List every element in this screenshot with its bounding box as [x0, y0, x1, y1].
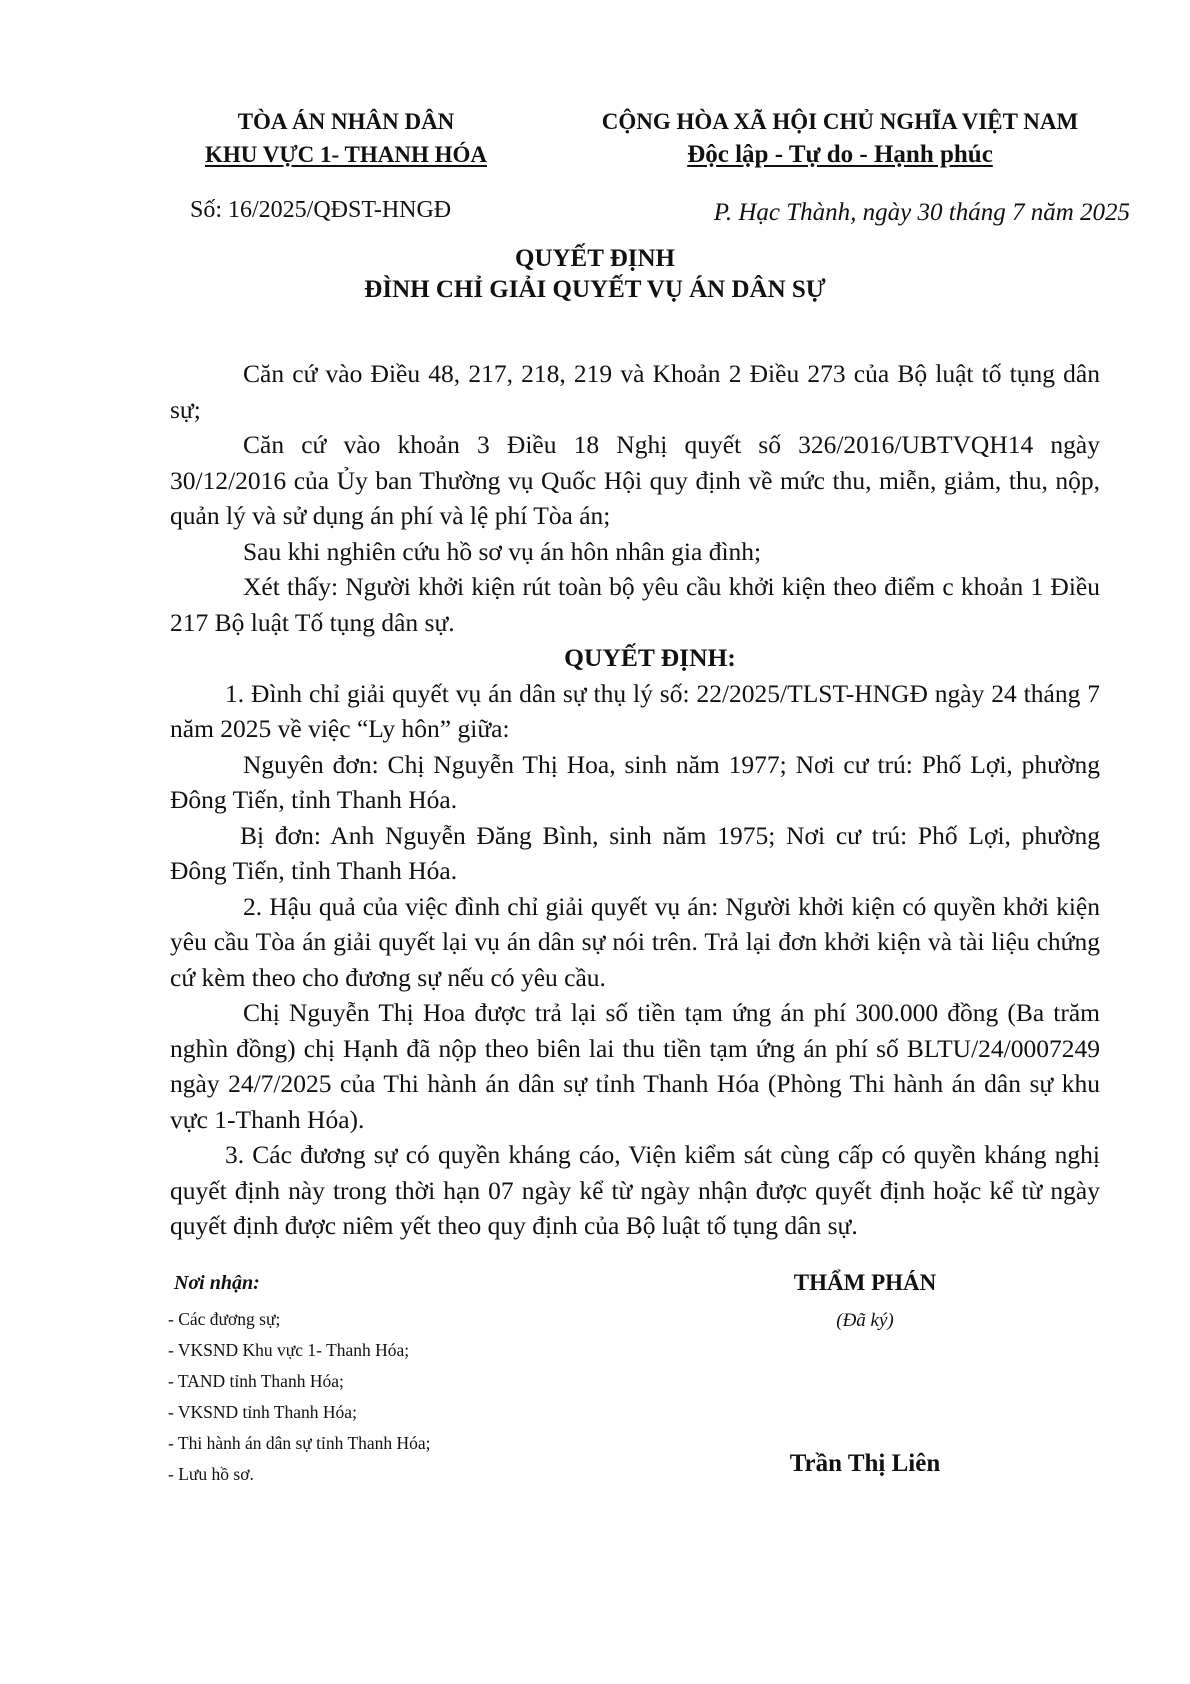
recipient-item: - Lưu hồ sơ. [168, 1464, 254, 1484]
national-motto: Độc lập - Tự do - Hạnh phúc [687, 141, 993, 168]
recipients-block [168, 1268, 648, 1490]
refund-paragraph: Chị Nguyễn Thị Hoa được trả lại số tiền tạm ứng án phí 300.000 đồng (Ba trăm nghìn đồng) chị Hạnh đã nộp theo biên lai thu tiền tạm ứng án phí số BLTU/24/0007249 ngày 24/7/2025 của Thi hành án dân sự tỉnh Thanh Hóa (Phòng Thi hành án dân sự khu vực 1-Thanh Hóa). [170, 998, 1100, 1134]
basis-paragraph-3: Sau khi nghiên cứu hồ sơ vụ án hôn nhân gia đình; [243, 536, 762, 566]
signature-block [745, 1268, 985, 1334]
document-subtitle: ĐÌNH CHỈ GIẢI QUYẾT VỤ ÁN DÂN SỰ [364, 276, 826, 303]
national-header [550, 105, 1130, 171]
decision-item-3: 3. Các đương sự có quyền kháng cáo, Viện kiểm sát cùng cấp có quyền kháng nghị quyết định này trong thời hạn 07 ngày kể từ ngày nhận được quyết định hoặc kể từ ngày quyết định được niêm yết theo quy định của Bộ luật tố tụng dân sự. [170, 1140, 1100, 1240]
plaintiff-paragraph: Nguyên đơn: Chị Nguyễn Thị Hoa, sinh năm 1977; Nơi cư trú: Phố Lợi, phường Đông Tiến, tỉnh Thanh Hóa. [170, 749, 1100, 814]
defendant-paragraph: Bị đơn: Anh Nguyễn Đăng Bình, sinh năm 1975; Nơi cư trú: Phố Lợi, phường Đông Tiến, tỉnh Thanh Hóa. [170, 820, 1100, 885]
recipients-title: Nơi nhận: [174, 1272, 260, 1294]
court-name: TÒA ÁN NHÂN DÂN [237, 109, 455, 134]
court-region: KHU VỰC 1- THANH HÓA [205, 142, 487, 167]
basis-paragraph-4: Xét thấy: Người khởi kiện rút toàn bộ yêu cầu khởi kiện theo điểm c khoản 1 Điều 217 Bộ luật Tố tụng dân sự. [170, 572, 1100, 637]
court-header [160, 105, 532, 171]
document-title: QUYẾT ĐỊNH [515, 245, 675, 272]
recipient-item: - VKSND tỉnh Thanh Hóa; [168, 1402, 357, 1422]
signer-title: THẨM PHÁN [793, 1270, 937, 1295]
document-number: Số: 16/2025/QĐST-HNGĐ [190, 197, 452, 223]
recipient-item: - Thi hành án dân sự tỉnh Thanh Hóa; [168, 1433, 431, 1453]
recipient-item: - VKSND Khu vực 1- Thanh Hóa; [168, 1340, 410, 1360]
basis-paragraph-1: Căn cứ vào Điều 48, 217, 218, 219 và Khoản 2 Điều 273 của Bộ luật tố tụng dân sự; [170, 359, 1100, 424]
decision-item-2: 2. Hậu quả của việc đình chỉ giải quyết vụ án: Người khởi kiện có quyền khởi kiện yêu cầu Tòa án giải quyết lại vụ án dân sự nói trên. Trả lại đơn khởi kiện và tài liệu chứng cứ kèm theo cho đương sự nếu có yêu cầu. [170, 891, 1100, 992]
document-body [170, 356, 1100, 1244]
recipient-item: - TAND tỉnh Thanh Hóa; [168, 1371, 344, 1391]
national-name: CỘNG HÒA XÃ HỘI CHỦ NGHĨA VIỆT NAM [601, 109, 1079, 134]
signer-name: Trần Thị Liên [789, 1450, 941, 1477]
recipient-item: - Các đương sự; [168, 1309, 281, 1329]
decision-heading: QUYẾT ĐỊNH: [564, 643, 736, 672]
decision-item-1: 1. Đình chỉ giải quyết vụ án dân sự thụ lý số: 22/2025/TLST-HNGĐ ngày 24 tháng 7 năm 2025 về việc “Ly hôn” giữa: [170, 678, 1100, 743]
signed-note: (Đã ký) [836, 1310, 894, 1331]
place-date: P. Hạc Thành, ngày 30 tháng 7 năm 2025 [713, 199, 1130, 226]
basis-paragraph-2: Căn cứ vào khoản 3 Điều 18 Nghị quyết số 326/2016/UBTVQH14 ngày 30/12/2016 của Ủy ban Thường vụ Quốc Hội quy định về mức thu, miễn, giảm, thu, nộp, quản lý và sử dụng án phí và lệ phí Tòa án; [170, 430, 1100, 530]
